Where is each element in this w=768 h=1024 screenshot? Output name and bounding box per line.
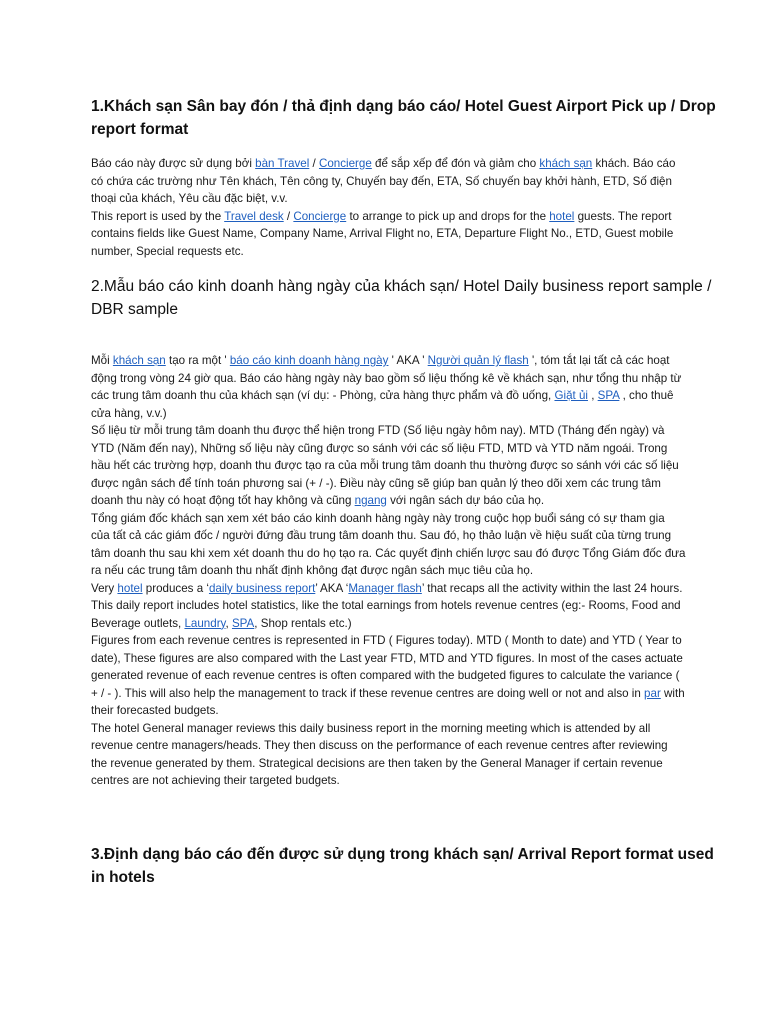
heading-airport-pickup: 1.Khách sạn Sân bay đón / thả định dạng báo cáo/ Hotel Guest Airport Pick up / Drop report format — [91, 98, 716, 138]
link-spa[interactable]: SPA — [597, 389, 620, 402]
section-airport-pickup — [91, 155, 686, 260]
paragraph-en-2 — [91, 632, 686, 720]
link-hotel[interactable]: hotel — [117, 581, 143, 595]
link-manager-flash[interactable]: Người quản lý flash — [427, 354, 529, 367]
text: with their forecasted budgets. — [91, 686, 685, 717]
link-travel-desk[interactable]: Travel desk — [224, 209, 284, 223]
text: ’ that recaps all the activity within the last 24 hours. This daily report includes hotel statistics, like the total earnings from hotels revenue centres (eg:- Rooms, Food and Beverage outlets, — [91, 581, 683, 630]
text: produces a ‘ — [142, 581, 209, 595]
text: Số liệu từ mỗi trung tâm doanh thu được thể hiện trong FTD (Số liệu ngày hôm nay). MTD (Tháng đến ngày) và YTD (Năm đến nay), Những số liệu này cũng được so sánh với các số liệu FTD, MTD và YTD năm ngoái. Trong hầu hết các trường hợp, doanh thu được tạo ra của mỗi trung tâm doanh thu thường được so sánh với các số liệu được ngân sách để tính toán phương sai (+ / -). Điều này cũng sẽ giúp ban quản lý theo dõi xem các trung tâm doanh thu này có hoạt động tốt hay không và cũng — [91, 424, 679, 507]
heading-arrival-report: 3.Định dạng báo cáo đến được sử dụng trong khách sạn/ Arrival Report format used in hotels — [91, 846, 714, 886]
heading-daily-business-report: 2.Mẫu báo cáo kinh doanh hàng ngày của khách sạn/ Hotel Daily business report sample / DBR sample — [91, 278, 712, 318]
link-travel-desk[interactable]: bàn Travel — [255, 157, 310, 170]
text: để sắp xếp để đón và giảm cho — [371, 157, 540, 170]
link-par[interactable]: par — [644, 686, 661, 700]
text: This report is used by the — [91, 209, 225, 223]
paragraph-en-3: The hotel General manager reviews this daily business report in the morning meeting which is attended by all revenue centre managers/heads. They then discuss on the performance of each revenue centres after reviewing the revenue generated by them. Strategical decisions are then taken by the General Manager if certain revenue centres are not achieving their targeted budgets. — [91, 721, 668, 787]
text: với ngân sách dự báo của họ. — [386, 494, 545, 507]
link-par[interactable]: ngang — [354, 494, 387, 507]
paragraph-vi-1 — [91, 352, 686, 422]
link-concierge[interactable]: Concierge — [318, 157, 372, 170]
text: to arrange to pick up and drops for the — [346, 209, 550, 223]
link-hotel[interactable]: hotel — [549, 209, 575, 223]
text: ', tóm tắt lại tất cả các hoạt động trong vòng 24 giờ qua. Báo cáo hàng ngày này bao gồm số liệu thống kê về khách sạn, như tổng thu nhập từ các trung tâm doanh thu của khách sạn (ví dụ: - Phòng, cửa hàng thực phẩm và đồ uống, — [91, 354, 682, 402]
text: , cho thuê cửa hàng, v.v.) — [91, 389, 674, 420]
paragraph-vi — [91, 155, 686, 208]
text: Báo cáo này được sử dụng bởi — [91, 157, 256, 170]
paragraph-vi-3: Tổng giám đốc khách sạn xem xét báo cáo kinh doanh hàng ngày này trong cuộc họp buổi sáng có sự tham gia của tất cả các giám đốc / người đứng đầu trung tâm doanh thu. Sau đó, họ thảo luận về hiệu suất của từng trung tâm doanh thu sau khi xem xét doanh thu do họ tạo ra. Các quyết định chiến lược sau đó được Tổng Giám đốc đưa ra nếu các trung tâm doanh thu nhất định không đạt được ngân sách mục tiêu của họ. — [91, 511, 686, 577]
link-laundry[interactable]: Laundry — [184, 616, 226, 630]
text: khách. Báo cáo có chứa các trường như Tên khách, Tên công ty, Chuyến bay đến, ETA, Số chuyến bay khởi hành, ETD, Số điện thoại của khách, Yêu cầu đặc biệt, v.v. — [91, 157, 676, 205]
paragraph-en — [91, 208, 686, 261]
section-daily-business-report — [91, 352, 686, 790]
link-concierge[interactable]: Concierge — [293, 209, 347, 223]
paragraph-en-1 — [91, 580, 686, 633]
text: guests. The report contains fields like Guest Name, Company Name, Arrival Flight no, ETA, Departure Flight No., ETD, Guest mobile number, Special requests etc. — [91, 209, 674, 258]
text: Very — [91, 581, 118, 595]
text: / — [309, 157, 319, 170]
link-manager-flash[interactable]: Manager flash — [348, 581, 422, 595]
text: ’ AKA ‘ — [315, 581, 349, 595]
link-daily-business-report[interactable]: daily business report — [208, 581, 316, 595]
paragraph-vi-2 — [91, 422, 686, 510]
link-hotel[interactable]: khách sạn — [112, 354, 166, 367]
text: Mỗi — [91, 354, 113, 367]
text: Figures from each revenue centres is represented in FTD ( Figures today). MTD ( Month to date) and YTD ( Year to date), These figures are also compared with the Last year FTD, MTD and YTD figures. In most of the cases actuate generated revenue of each revenue centres is often compared with the budgeted figures to calculate the variance ( + / - ). This will also help the management to track if these revenue centres are doing well or not and also in — [91, 634, 683, 700]
text: tạo ra một ' — [165, 354, 230, 367]
link-hotel[interactable]: khách sạn — [539, 157, 593, 170]
text: , — [587, 389, 598, 402]
text: , Shop rentals etc.) — [254, 616, 352, 630]
link-spa[interactable]: SPA — [231, 616, 255, 630]
link-laundry[interactable]: Giặt ủi — [554, 389, 588, 402]
text: / — [283, 209, 294, 223]
text: ' AKA ' — [388, 354, 428, 367]
link-daily-business-report[interactable]: báo cáo kinh doanh hàng ngày — [229, 354, 389, 367]
text: , — [225, 616, 232, 630]
